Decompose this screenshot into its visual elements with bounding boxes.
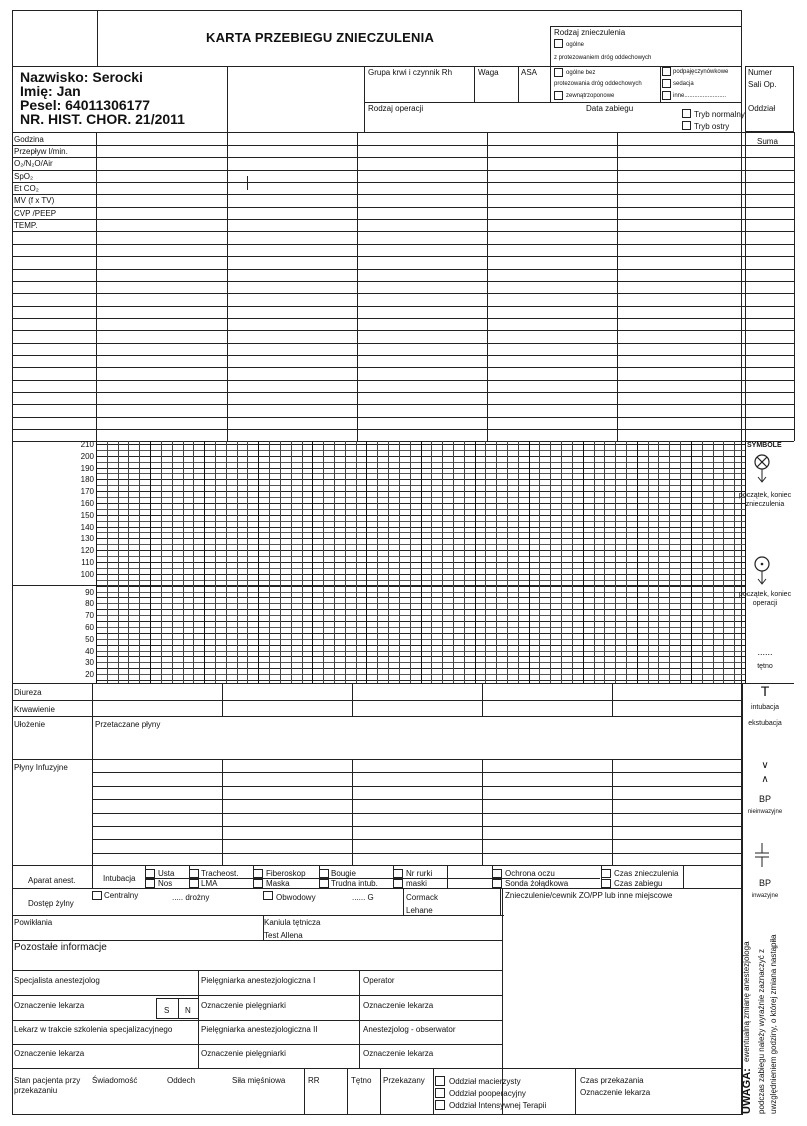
scale-tick-label: 100	[80, 569, 94, 579]
other-info-label: Pozostałe informacje	[14, 942, 107, 953]
mask-label: Maska	[266, 879, 290, 888]
state-label-2: przekazaniu	[14, 1086, 58, 1095]
bp-invasive-sub: inwazyjne	[751, 893, 779, 899]
parent-ward-label: Oddział macierzysty	[449, 1077, 521, 1086]
scale-tick-label: 70	[85, 611, 94, 621]
opt-general-label: ogólne	[566, 42, 585, 48]
diuresis-label: Diureza	[14, 688, 42, 697]
fibro-label: Fiberoskop	[266, 869, 306, 878]
transfused-label: Przetaczane płyny	[95, 720, 161, 729]
checkbox-difficult[interactable]	[319, 879, 329, 888]
nurse-mark-label: Oznaczenie pielęgniarki	[201, 1001, 286, 1010]
scale-tick-label: 210	[80, 440, 94, 449]
monitor-row-label: SpO₂	[14, 171, 34, 181]
scale-tick-label: 20	[85, 670, 94, 680]
note-line1: ewentualną zmianę anestezjologa	[742, 941, 751, 1062]
scale-tick-label: 120	[80, 546, 94, 556]
checkbox-proc-time[interactable]	[601, 879, 611, 888]
tube-no-label: Nr rurki	[406, 869, 433, 878]
gastric-label: Sonda żołądkowa	[505, 879, 569, 888]
checkbox-mouth[interactable]	[145, 869, 155, 878]
checkbox-lma[interactable]	[189, 879, 199, 888]
scale-tick-label: 50	[85, 634, 94, 644]
procedure-date-label: Data zabiegu	[586, 104, 634, 113]
scale-tick-label: 40	[85, 646, 94, 656]
icu-label: Oddział Intensywnej Terapii	[449, 1101, 547, 1110]
opt-airway-label: z protezowaniem dróg oddechowych	[554, 55, 652, 61]
cannula-label: Kaniula tętnicza	[264, 918, 321, 927]
checkbox-mode-normal[interactable]	[682, 109, 691, 118]
opt-other-label: inne.........................	[673, 93, 727, 99]
opt-subarachnoid-label: podpajęczynówkowe	[673, 69, 729, 75]
scale-tick-label: 190	[80, 463, 94, 473]
extubation-symbol-label: ekstubacja	[748, 720, 782, 727]
note-title: UWAGA:	[741, 1068, 753, 1114]
mouth-label: Usta	[158, 869, 175, 878]
bougie-label: Bougie	[331, 869, 356, 878]
anesthesia-type-label: Rodzaj znieczulenia	[554, 28, 626, 37]
scale-tick-label: 80	[85, 599, 94, 609]
muscle-label: Siła mięśniowa	[232, 1076, 286, 1085]
scale-tick-label: 180	[80, 475, 94, 485]
proc-time-label: Czas zabiegu	[614, 879, 663, 888]
mask-no-label: maski	[406, 879, 427, 888]
state-label: Stan pacjenta przy	[14, 1076, 81, 1085]
scale-tick-label: 170	[80, 487, 94, 497]
pulse-label: Tętno	[351, 1076, 372, 1085]
lehane-label: Lehane	[406, 906, 433, 915]
scale-tick-label: 150	[80, 510, 94, 520]
pulse-symbol-label: tętno	[757, 663, 773, 670]
checkbox-bougie[interactable]	[319, 869, 329, 878]
transfer-time-label: Czas przekazania	[580, 1076, 644, 1085]
checkbox-eye[interactable]	[492, 869, 502, 878]
infusions-label: Płyny Infuzyjne	[14, 763, 68, 772]
checkbox-central[interactable]	[92, 891, 102, 900]
monitor-row-label: Et CO₂	[14, 184, 39, 194]
patient-name: Imię: Jan	[20, 83, 81, 99]
conscious-label: Świadomość	[92, 1076, 138, 1085]
scale-tick-label: 30	[85, 658, 94, 668]
asa-label: ASA	[521, 68, 538, 77]
lma-label: LMA	[201, 879, 218, 888]
checkbox-mode-acute[interactable]	[682, 121, 691, 130]
operation-type-label: Rodzaj operacji	[368, 104, 424, 113]
pulse-symbol: ......	[757, 647, 773, 657]
checkbox-tube-no[interactable]	[393, 869, 403, 878]
checkbox-mask[interactable]	[253, 879, 263, 888]
doc-mark3-label: Oznaczenie lekarza	[14, 1049, 85, 1058]
eye-label: Ochrona oczu	[505, 869, 555, 878]
opt-general-no-label: ogólne bez	[566, 70, 596, 76]
scale-tick-label: 90	[85, 587, 94, 597]
scale-tick-label: 110	[81, 558, 94, 568]
peripheral-label: Obwodowy	[276, 893, 316, 902]
doc-mark2-label: Oznaczenie lekarza	[363, 1001, 434, 1010]
difficult-label: Trudna intub.	[331, 879, 378, 888]
nose-label: Nos	[158, 879, 173, 888]
scale-tick-label: 140	[80, 522, 94, 532]
checkbox-peripheral[interactable]	[263, 891, 273, 900]
checkbox-subarachnoid[interactable]	[662, 67, 671, 76]
checkbox-other[interactable]	[662, 91, 671, 100]
flow-label: ..... drożny	[172, 893, 210, 902]
allen-label: Test Allena	[264, 931, 303, 940]
trainee-label: Lekarz w trakcie szkolenia specjalizacyjnego	[14, 1025, 173, 1034]
monitor-row-label: O₂/N₂O/Air	[14, 159, 53, 169]
anesthesia-symbol-label: początek, koniec znieczulenia	[738, 492, 792, 508]
scale-tick-label: 60	[85, 622, 94, 632]
cormack-label: Cormack	[406, 893, 439, 902]
doc-mark-label: Oznaczenie lekarza	[14, 1001, 85, 1010]
s-label: S	[164, 1006, 170, 1015]
checkbox-icu[interactable]	[435, 1100, 445, 1110]
patient-history: NR. HIST. CHOR. 21/2011	[20, 111, 185, 127]
doc-mark4-label: Oznaczenie lekarza	[363, 1049, 434, 1058]
scale-tick-label: 200	[80, 451, 94, 461]
monitor-row-label: CVP /PEEP	[14, 208, 57, 218]
room-label-2: Sali Op.	[748, 80, 777, 89]
position-label: Ułożenie	[14, 720, 46, 729]
apparatus-label: Aparat anest.	[28, 876, 76, 885]
sum-label: Suma	[757, 137, 778, 146]
bleeding-label: Krwawienie	[14, 705, 55, 714]
bp-noninvasive-label: BP	[758, 794, 771, 804]
gauge-label: ...... G	[352, 893, 374, 902]
checkbox-general[interactable]	[554, 39, 563, 48]
checkbox-epidural[interactable]	[554, 91, 563, 100]
intubation-label: Intubacja	[103, 874, 136, 883]
patient-pesel: Pesel: 64011306177	[20, 97, 151, 113]
mode-acute-label: Tryb ostry	[694, 122, 730, 131]
bp-noninvasive-glyph-v: ∨	[761, 760, 769, 771]
monitor-row-label: MV (f x TV)	[14, 196, 55, 206]
checkbox-fibro[interactable]	[253, 869, 263, 878]
hour-label: Godzina	[14, 135, 44, 144]
checkbox-nose[interactable]	[145, 879, 155, 888]
nurse2-label: Pielęgniarka anestezjologiczna II	[201, 1025, 318, 1034]
anesth-time-label: Czas znieczulenia	[614, 869, 679, 878]
patient-surname: Nazwisko: Serocki	[20, 69, 143, 85]
operator-label: Operator	[363, 976, 395, 985]
blood-group-label: Grupa krwi i czynnik Rh	[368, 68, 453, 77]
note-line2: podczas zabiegu należy wyraźnie zaznaczyć z	[757, 949, 766, 1114]
zo-label: Znieczulenie/cewnik ZO/PP lub inne miejscowe	[505, 891, 673, 900]
scale-tick-label: 160	[80, 499, 94, 509]
checkbox-trach[interactable]	[189, 869, 199, 878]
weight-label: Waga	[478, 68, 499, 77]
note-line3: uwzględnieniem godziny, o której zmiana nastąpiła	[769, 934, 778, 1114]
symbols-title: SYMBOLE	[747, 442, 782, 449]
checkbox-parent-ward[interactable]	[435, 1076, 445, 1086]
bp-invasive-icon	[754, 842, 770, 868]
bp-noninvasive-glyph-a: ∧	[761, 774, 769, 785]
operation-symbol-label: początek, koniec operacji	[738, 591, 792, 607]
observer-label: Anestezjolog - obserwator	[363, 1025, 456, 1034]
anesthesia-start-end-icon	[753, 454, 771, 484]
checkbox-sedation[interactable]	[662, 79, 671, 88]
checkbox-anesth-time[interactable]	[601, 869, 611, 878]
nurse1-label: Pielęgniarka anestezjologiczna I	[201, 976, 316, 985]
monitor-row-label: TEMP.	[14, 221, 38, 231]
bp-noninvasive-sub: nieinwazyjne	[747, 809, 783, 815]
transferred-label: Przekazany	[383, 1076, 425, 1085]
n-label: N	[185, 1006, 191, 1015]
checkbox-gastric[interactable]	[492, 879, 502, 888]
central-label: Centralny	[104, 891, 139, 900]
intubation-symbol-label: intubacja	[750, 704, 780, 711]
opt-epidural-label: zewnątrzoponowe	[566, 93, 615, 99]
postop-ward-label: Oddział pooperacyjny	[449, 1089, 526, 1098]
checkbox-general-no-airway[interactable]	[554, 68, 563, 77]
room-label: Numer	[748, 68, 773, 77]
monitor-row-label: Przepływ l/min.	[14, 147, 68, 156]
mode-normal-label: Tryb normalny	[694, 110, 745, 119]
operation-start-end-icon	[753, 556, 771, 586]
opt-airway2-label: protezowania dróg oddechowych	[554, 81, 642, 87]
transfer-doc-label: Oznaczenie lekarza	[580, 1088, 651, 1097]
breath-label: Oddech	[167, 1076, 196, 1085]
form-title: KARTA PRZEBIEGU ZNIECZULENIA	[206, 30, 435, 45]
spec-label: Specjalista anestezjolog	[14, 976, 100, 985]
venous-label: Dostęp żylny	[28, 899, 74, 908]
rr-label: RR	[308, 1076, 320, 1085]
intubation-symbol: T	[760, 683, 770, 699]
scale-tick-label: 130	[80, 534, 94, 544]
nurse-mark2-label: Oznaczenie pielęgniarki	[201, 1049, 286, 1058]
opt-sedation-label: sedacja	[673, 81, 694, 87]
complications-label: Powikłania	[14, 918, 53, 927]
bp-invasive-label: BP	[758, 878, 771, 888]
trach-label: Tracheost.	[201, 869, 239, 878]
checkbox-postop-ward[interactable]	[435, 1088, 445, 1098]
checkbox-mask-no[interactable]	[393, 879, 403, 888]
ward-label: Oddział	[748, 104, 776, 113]
